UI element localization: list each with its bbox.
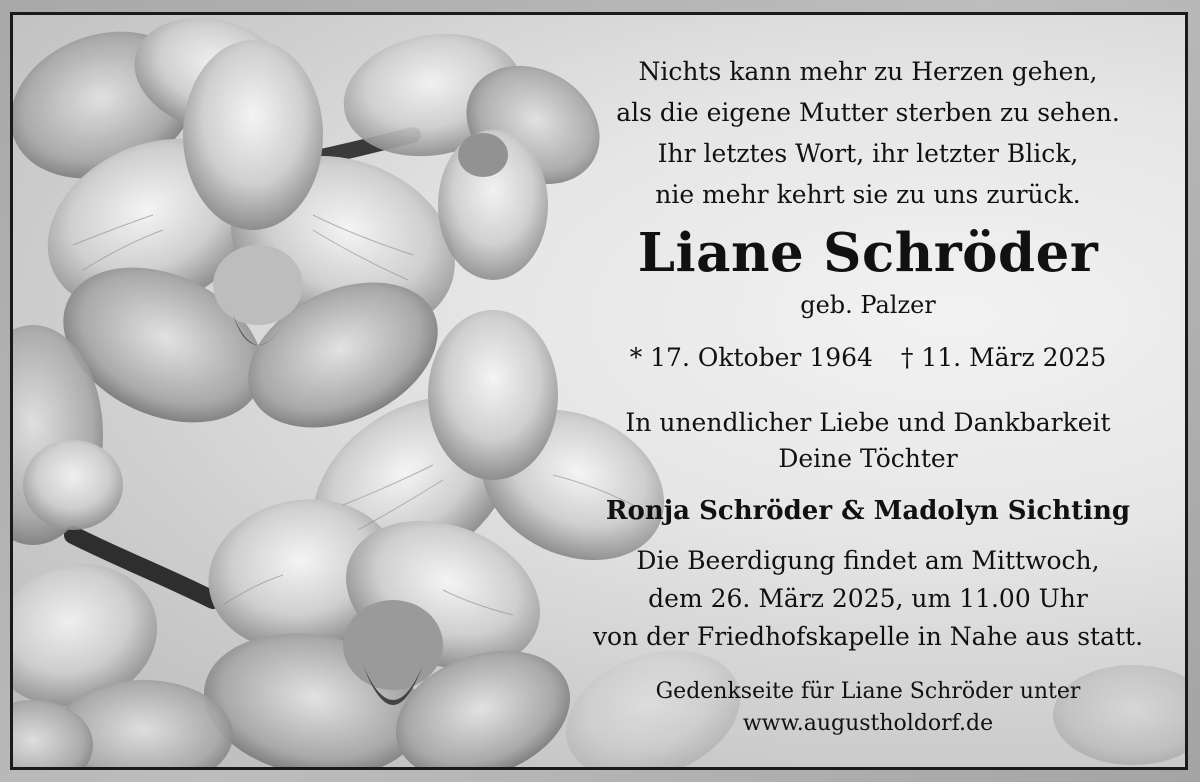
mourners-names: Ronja Schröder & Madolyn Sichting [605,496,1131,526]
funeral-line: dem 26. März 2025, um 11.00 Uhr [648,584,1088,613]
verse-line: Nichts kann mehr zu Herzen gehen, [638,57,1098,86]
funeral-line: von der Friedhofskapelle in Nahe aus statt. [592,622,1144,651]
memorial-line: Gedenkseite für Liane Schröder unter [655,679,1081,704]
thanks-text [573,405,1163,477]
memorial-info [573,676,1163,740]
verse [573,51,1163,215]
verse-line: Ihr letztes Wort, ihr letzter Blick, [657,139,1079,168]
memorial-url: www.augustholdorf.de [742,711,994,736]
maiden-name: geb. Palzer [800,291,936,319]
verse-line: als die eigene Mutter sterben zu sehen. [616,98,1120,127]
thanks-line: Deine Töchter [778,444,958,473]
thanks-line: In unendlicher Liebe und Dankbarkeit [625,408,1111,437]
deceased-name: Liane Schröder [637,222,1099,284]
funeral-line: Die Beerdigung findet am Mittwoch, [636,546,1100,575]
funeral-info [573,542,1163,656]
obituary-frame [10,12,1188,770]
birth-date: * 17. Oktober 1964 [629,343,873,372]
verse-line: nie mehr kehrt sie zu uns zurück. [655,180,1081,209]
death-date: † 11. März 2025 [900,343,1107,372]
life-dates [573,340,1163,376]
obituary-text [573,15,1163,767]
